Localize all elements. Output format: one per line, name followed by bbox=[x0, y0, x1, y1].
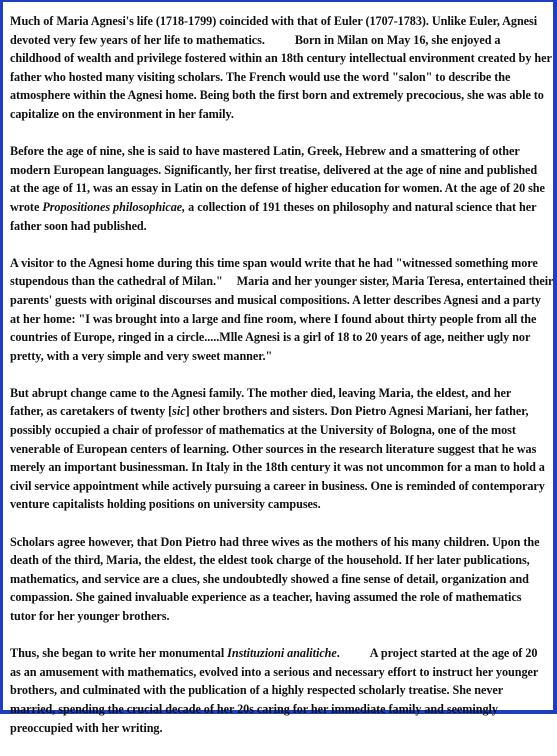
paragraph-1 bbox=[10, 12, 555, 124]
text-line: pretty, with a very simple and very sweet manner." bbox=[10, 348, 273, 363]
text-line: A visitor to the Agnesi home during this time span would write that he had "witnessed something more bbox=[10, 255, 538, 270]
text-line: civil service appointment while actively pursuing a career in business. One is reminded of contemporary bbox=[10, 478, 545, 493]
text-line: possibly occupied a chair of professor of mathematics at the University of Bologna, one of the most bbox=[10, 423, 516, 438]
text-line: merely an important businessman. In Italy in the 18th century it was not uncommon for a man to hold a bbox=[10, 460, 545, 475]
text-line: death of the third, Maria, the eldest, the eldest took charge of the household. If her later publications, bbox=[10, 553, 530, 568]
text-line: father, as caretakers of twenty [sic] other brothers and sisters. Don Pietro Agnesi Mariani, her father, bbox=[10, 404, 529, 419]
paragraph-2 bbox=[10, 142, 555, 235]
text-line: preoccupied with her writing. bbox=[10, 720, 163, 735]
text-line: father who hosted many visiting scholars. The French would use the word "salon" to describe the bbox=[10, 69, 511, 84]
italic-title: Instituzioni analitiche bbox=[227, 646, 337, 661]
text-line: stupendous than the cathedral of Milan." Maria and her younger sister, Maria Teresa, entertained their bbox=[10, 274, 554, 289]
text-line: wrote Propositiones philosophicae, a collection of 191 theses on philosophy and natural science that her bbox=[10, 199, 537, 214]
paragraph-3 bbox=[10, 254, 555, 366]
text-line: father soon had published. bbox=[10, 218, 147, 233]
text-line: mathematics, and service are a clues, she undoubtedly showed a fine sense of detail, organization and bbox=[10, 571, 529, 586]
italic-title: Propositiones philosophicae, bbox=[42, 199, 186, 214]
text-line: venerable of European centers of learning. Other sources in the research literature suggest that he was bbox=[10, 441, 537, 456]
text-line: countries of Europe, ringed in a circle.....Mlle Agnesi is a girl of 18 to 20 years of age, neither ugly nor bbox=[10, 330, 531, 345]
text-line: Much of Maria Agnesi's life (1718-1799) coincided with that of Euler (1707-1783). Unlike Euler, Agnesi bbox=[10, 14, 538, 28]
text-line: Before the age of nine, she is said to have mastered Latin, Greek, Hebrew and a smattering of other bbox=[10, 144, 520, 159]
text-line: brothers, and culminated with the publication of a highly respected scholarly treatise. She never bbox=[10, 683, 504, 698]
text-line: at the age of 11, was an essay in Latin on the defense of higher education for women. At the age of 20 she bbox=[10, 181, 545, 196]
text-line: as an amusement with mathematics, evolved into a serious and necessary effort to instruct her younger bbox=[10, 664, 539, 679]
text-line: devoted very few years of her life to mathematics. Born in Milan on May 16, she enjoyed a bbox=[10, 32, 501, 47]
text-line: atmosphere within the Agnesi home. Being both the first born and extremely precocious, she was able to bbox=[10, 88, 544, 103]
paragraph-6 bbox=[10, 644, 555, 737]
text-line: childhood of wealth and privilege fostered within an 18th century intellectual environment created by her bbox=[10, 51, 552, 66]
text-line: modern European languages. Significantly, her first treatise, delivered at the age of nine and published bbox=[10, 162, 538, 177]
paragraph-4 bbox=[10, 384, 555, 514]
text-line: at her home: "I was brought into a large and fine room, where I found about thirty people from all the bbox=[10, 311, 537, 326]
text-line: parents' guests with original discourses and musical compositions. A letter describes Agnesi and a party bbox=[10, 292, 541, 307]
text-line: tutor for her younger brothers. bbox=[10, 609, 170, 623]
text-line: capitalize on the environment in her family. bbox=[10, 106, 234, 121]
text-line: married, spending the crucial decade of her 20s caring for her immediate family and seemingly bbox=[10, 701, 498, 716]
text-line: Scholars agree however, that Don Pietro had three wives as the mothers of his many children. Upon the bbox=[10, 534, 540, 549]
text-line: venture capitalists holding positions on university campuses. bbox=[10, 497, 321, 512]
text-line: compassion. She gained invaluable experience as a teacher, having assumed the role of mathematics bbox=[10, 590, 522, 605]
italic-sic: sic bbox=[172, 404, 186, 419]
text-line: Thus, she began to write her monumental Instituzioni analitiche. A project started at the age of 20 bbox=[10, 646, 538, 661]
document-body bbox=[10, 12, 555, 756]
text-line: But abrupt change came to the Agnesi family. The mother died, leaving Maria, the eldest, and her bbox=[10, 385, 512, 400]
paragraph-5 bbox=[10, 533, 555, 626]
